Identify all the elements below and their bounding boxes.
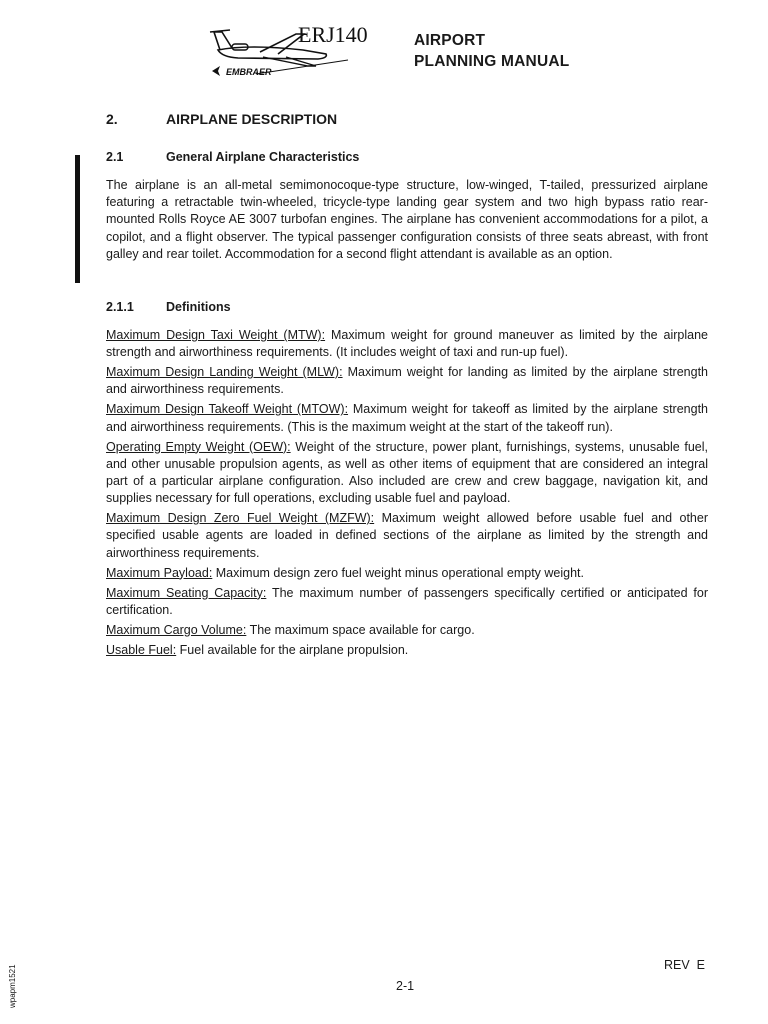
definition-item xyxy=(106,327,708,361)
airplane-stabilizer xyxy=(210,30,230,32)
definition-term: Maximum Design Taxi Weight (MTW): xyxy=(106,328,326,342)
definition-text: Fuel available for the airplane propulsion. xyxy=(176,642,409,657)
intro-paragraph: The airplane is an all-metal semimonocoque-type structure, low-winged, T-tailed, pressurized airplane featuring a retractable twin-wheeled, tricycle-type landing gear system and two high bypass ratio rear-mounted Rolls Royce AE 3007 turbofan engines. The airplane has convenient accommodations for a pilot, a copilot, and a flight observer. The typical passenger configuration consists of three seats abreast, with front galley and rear toilet. Accommodation for a second flight attendant is available as an option. xyxy=(106,178,708,261)
section-number: 2. xyxy=(106,111,118,127)
definitions-list xyxy=(106,327,708,662)
manual-title-line2: PLANNING MANUAL xyxy=(414,53,570,70)
definition-text: Maximum weight allowed before usable fuel and other specified usable agents are loaded in defined sections of the airplane as limited by the strength and airworthiness requirements. xyxy=(106,511,708,560)
airplane-tail xyxy=(214,32,232,50)
section-heading xyxy=(106,111,337,127)
definition-text: Maximum weight for takeoff as limited by the airplane strength and airworthiness requirements. (This is the maximum weight at the start of the takeoff run). xyxy=(106,402,709,434)
definition-term: Maximum Payload: xyxy=(106,565,213,580)
definition-term: Maximum Design Takeoff Weight (MTOW): xyxy=(106,402,349,417)
document-code: wpapm1521 xyxy=(8,964,17,1008)
definition-item xyxy=(106,622,708,639)
definitions-heading xyxy=(106,300,231,314)
definition-item xyxy=(106,439,708,508)
definition-text: Maximum weight for landing as limited by the airplane strength and airworthiness requirements. xyxy=(106,365,708,397)
definition-item xyxy=(106,565,708,582)
definition-term: Maximum Design Landing Weight (MLW): xyxy=(106,365,343,380)
subsection-number: 2.1 xyxy=(106,150,124,164)
logo-brand-text: EMBRAER xyxy=(226,67,272,77)
definition-item xyxy=(106,510,708,562)
manual-title xyxy=(414,30,569,72)
subsection-heading xyxy=(106,150,359,164)
definition-item xyxy=(106,364,708,398)
definitions-title: Definitions xyxy=(166,300,231,314)
definition-term: Maximum Seating Capacity: xyxy=(106,585,267,600)
definition-item xyxy=(106,642,708,659)
erj140-embraer-logo xyxy=(208,20,368,82)
logo-model-text: ERJ140 xyxy=(298,22,368,47)
definition-text: Maximum weight for ground maneuver as limited by the airplane strength and airworthiness requirements. (It includes weight of taxi and run-up fuel). xyxy=(106,328,708,360)
definition-item xyxy=(106,585,708,619)
definition-term: Operating Empty Weight (OEW): xyxy=(106,439,291,454)
definition-text: The maximum number of passengers specifically certified or anticipated for certification. xyxy=(106,585,708,617)
definition-term: Maximum Cargo Volume: xyxy=(106,622,247,637)
definition-text: Weight of the structure, power plant, furnishings, systems, unusable fuel, and other unusable propulsion agents, as well as other items of equipment that are considered an integral part of a particular airplane configuration. Also included are crew and crew baggage, navigation kit, and supplies necessary for full operations, excluding usable fuel and payload. xyxy=(106,439,708,506)
embraer-arrow-icon xyxy=(212,66,220,76)
revision-label: REV E xyxy=(664,958,705,972)
section-title: AIRPLANE DESCRIPTION xyxy=(166,111,338,127)
revision-change-bar xyxy=(75,155,80,283)
definition-item xyxy=(106,401,708,435)
manual-title-line1: AIRPORT xyxy=(414,32,486,49)
definitions-number: 2.1.1 xyxy=(106,300,134,314)
airplane-fuselage xyxy=(218,47,326,59)
definition-text: Maximum design zero fuel weight minus operational empty weight. xyxy=(212,565,585,580)
definition-term: Maximum Design Zero Fuel Weight (MZFW): xyxy=(106,511,375,526)
definition-term: Usable Fuel: xyxy=(106,642,177,657)
definition-text: The maximum space available for cargo. xyxy=(246,622,475,637)
subsection-title: General Airplane Characteristics xyxy=(166,150,360,164)
page-number: 2-1 xyxy=(396,979,415,993)
